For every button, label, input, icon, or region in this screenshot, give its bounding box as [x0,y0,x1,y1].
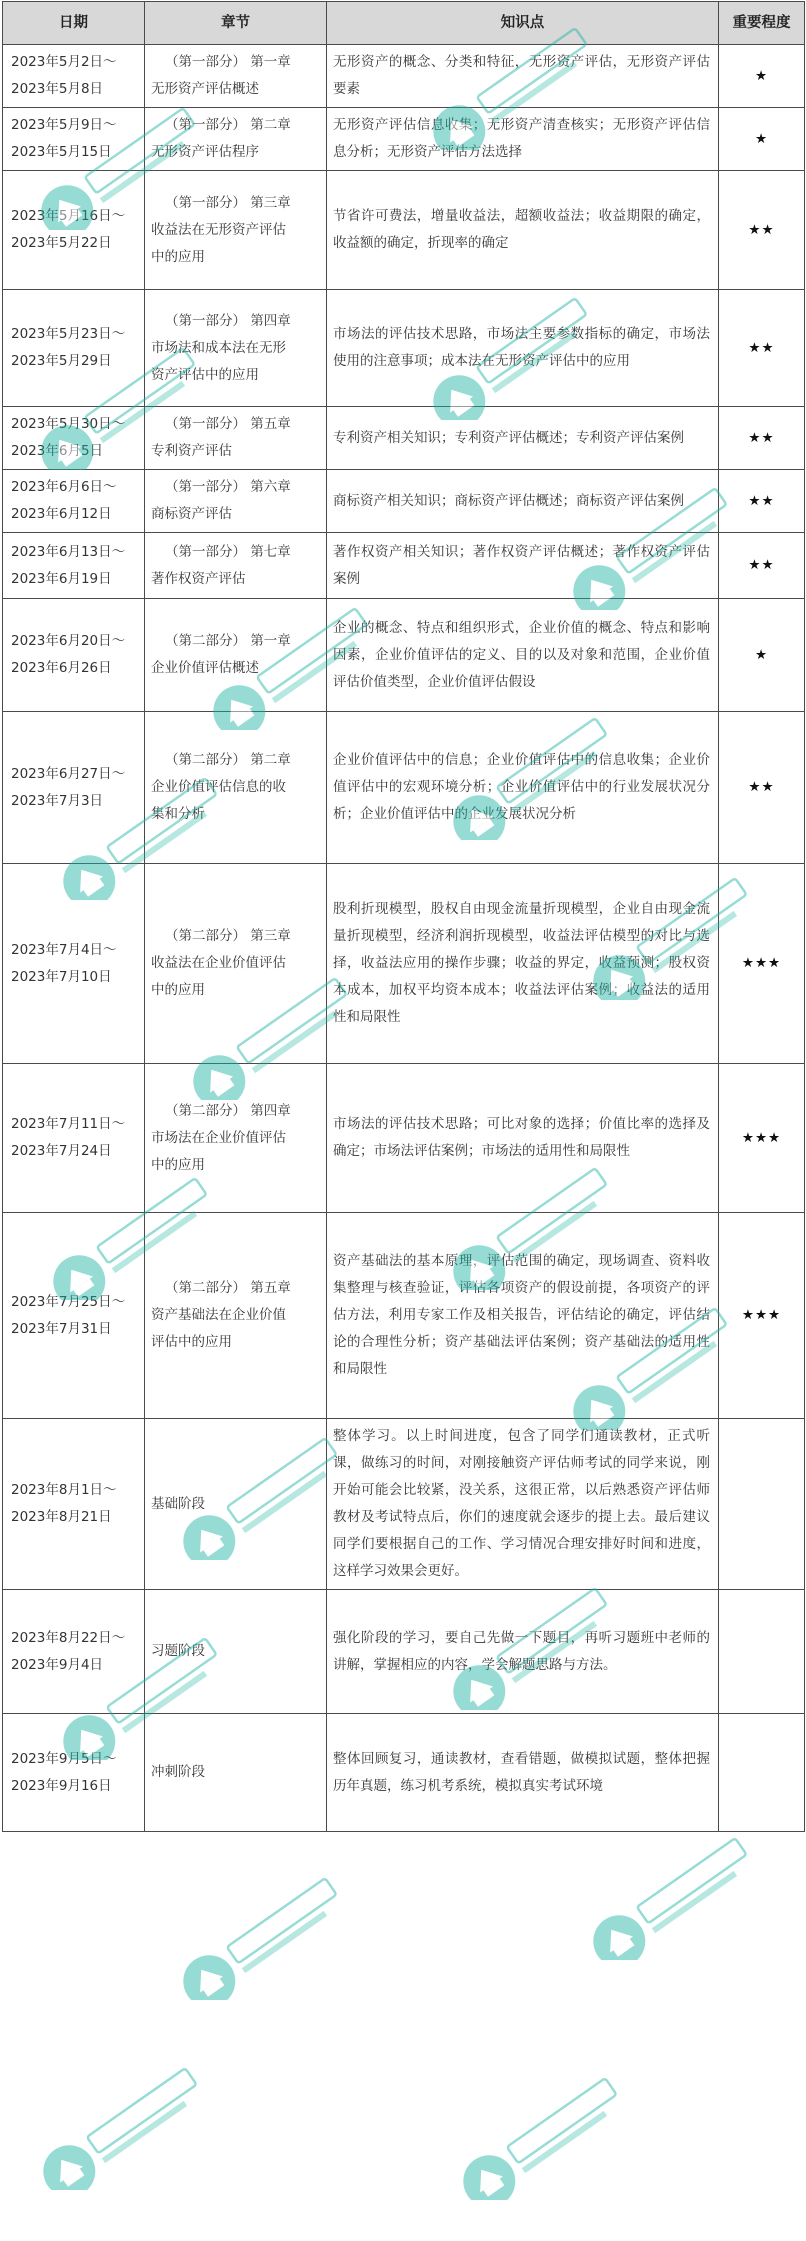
date-cell [3,1714,145,1832]
chapter-line: （第一部分） 第二章 [165,117,291,133]
date-cell [3,1064,145,1213]
chapter-cell [145,864,327,1064]
importance-cell: ★★★ [719,864,805,1064]
date-line: 2023年7月31日 [11,1320,112,1337]
chapter-line: （第二部分） 第一章 [165,633,291,649]
date-line: 2023年8月22日～ [11,1629,126,1646]
date-cell [3,1590,145,1714]
chapter-line: （第一部分） 第三章 [165,194,291,211]
table-header-row [3,2,805,45]
watermark-logo-icon [10,2050,240,2190]
chapter-line: （第一部分） 第五章 [165,416,291,432]
date-cell [3,864,145,1064]
chapter-line: （第一部分） 第四章 [165,312,291,329]
date-cell [3,1213,145,1419]
importance-cell: ★★ [719,470,805,533]
knowledge-cell: 无形资产的概念、分类和特征，无形资产评估，无形资产评估要素 [327,45,719,108]
chapter-line: 市场法和成本法在无形 [151,339,286,356]
watermark-logo-icon [150,1860,380,2000]
chapter-cell [145,599,327,712]
chapter-cell [145,1064,327,1213]
table-row [3,407,805,470]
knowledge-cell: 市场法的评估技术思路；可比对象的选择；价值比率的选择及确定；市场法评估案例；市场法的适用性和局限性 [327,1064,719,1213]
importance-cell [719,1714,805,1832]
header-importance: 重要程度 [719,2,805,45]
chapter-cell [145,712,327,864]
chapter-line: 收益法在企业价值评估 [151,955,286,971]
chapter-line: 企业价值评估概述 [151,660,259,676]
chapter-cell [145,108,327,171]
knowledge-cell: 资产基础法的基本原理，评估范围的确定，现场调查、资料收集整理与核查验证，评估各项资产的假设前提，各项资产的评估方法，利用专家工作及相关报告，评估结论的确定，评估结论的合理性分析；资产基础法评估案例；资产基础法的适用性和局限性 [327,1213,719,1419]
chapter-line: （第一部分） 第六章 [165,479,291,495]
date-cell [3,407,145,470]
date-line: 2023年5月23日～ [11,326,126,342]
date-line: 2023年6月5日 [11,443,104,459]
importance-cell: ★★ [719,533,805,599]
date-cell [3,470,145,533]
chapter-cell [145,1419,327,1590]
importance-cell: ★★ [719,171,805,290]
date-line: 2023年5月2日～ [11,54,117,70]
table-row [3,45,805,108]
date-line: 2023年5月8日 [11,81,104,97]
table-row [3,1213,805,1419]
chapter-line: 习题阶段 [151,1643,205,1659]
chapter-line: 评估中的应用 [151,1334,232,1350]
date-line: 2023年7月11日～ [11,1116,126,1132]
importance-cell: ★★ [719,290,805,407]
importance-cell: ★ [719,108,805,171]
importance-cell [719,1419,805,1590]
chapter-line: 基础阶段 [151,1495,205,1512]
chapter-line: （第一部分） 第一章 [165,54,291,70]
chapter-cell [145,407,327,470]
date-line: 2023年6月12日 [11,506,112,522]
study-schedule-table [2,1,805,1832]
chapter-line: 著作权资产评估 [151,570,246,587]
date-line: 2023年6月20日～ [11,633,126,649]
chapter-line: 中的应用 [151,1156,205,1173]
date-line: 2023年6月13日～ [11,543,126,560]
knowledge-cell: 股利折现模型，股权自由现金流量折现模型，企业自由现金流量折现模型，经济利润折现模型，收益法评估模型的对比与选择，收益法应用的操作步骤；收益的界定，收益预测；股权资本成本，加权平均资本成本；收益法评估案例；收益法的适用性和局限性 [327,864,719,1064]
table-row [3,470,805,533]
chapter-line: （第二部分） 第二章 [165,752,291,768]
date-line: 2023年9月16日 [11,1777,112,1794]
knowledge-cell: 企业的概念、特点和组织形式，企业价值的概念、特点和影响因素，企业价值评估的定义、目的以及对象和范围，企业价值评估价值类型，企业价值评估假设 [327,599,719,712]
chapter-line: 无形资产评估程序 [151,144,259,160]
importance-cell [719,1590,805,1714]
chapter-line: （第二部分） 第三章 [165,928,291,944]
chapter-cell [145,1714,327,1832]
chapter-line: 资产评估中的应用 [151,366,259,383]
table-row [3,1714,805,1832]
date-cell [3,171,145,290]
knowledge-cell: 专利资产相关知识；专利资产评估概述；专利资产评估案例 [327,407,719,470]
chapter-line: （第一部分） 第七章 [165,543,291,560]
chapter-line: 中的应用 [151,982,205,998]
table-row [3,1590,805,1714]
date-line: 2023年5月29日 [11,353,112,369]
table-row [3,171,805,290]
chapter-line: 无形资产评估概述 [151,81,259,97]
chapter-cell [145,45,327,108]
table-row [3,533,805,599]
knowledge-cell: 企业价值评估中的信息；企业价值评估中的信息收集；企业价值评估中的宏观环境分析；企业价值评估中的行业发展状况分析；企业价值评估中的企业发展状况分析 [327,712,719,864]
chapter-cell [145,1590,327,1714]
date-line: 2023年9月4日 [11,1656,104,1673]
knowledge-cell: 无形资产评估信息收集；无形资产清查核实；无形资产评估信息分析；无形资产评估方法选择 [327,108,719,171]
date-cell [3,533,145,599]
table-row [3,599,805,712]
table-row [3,108,805,171]
chapter-cell [145,470,327,533]
chapter-line: 资产基础法在企业价值 [151,1307,286,1323]
chapter-line: 专利资产评估 [151,443,232,459]
importance-cell: ★★★ [719,1064,805,1213]
importance-cell: ★ [719,599,805,712]
date-cell [3,712,145,864]
knowledge-cell: 市场法的评估技术思路，市场法主要参数指标的确定，市场法使用的注意事项；成本法在无形资产评估中的应用 [327,290,719,407]
date-line: 2023年8月1日～ [11,1482,117,1498]
date-line: 2023年7月25日～ [11,1293,126,1310]
date-cell [3,290,145,407]
chapter-line: 商标资产评估 [151,506,232,522]
date-line: 2023年6月19日 [11,570,112,587]
chapter-line: 企业价值评估信息的收 [151,779,286,795]
header-date: 日期 [3,2,145,45]
chapter-cell [145,1213,327,1419]
chapter-line: 冲刺阶段 [151,1764,205,1780]
header-knowledge: 知识点 [327,2,719,45]
date-line: 2023年7月24日 [11,1143,112,1159]
date-line: 2023年8月21日 [11,1509,112,1525]
importance-cell: ★★ [719,712,805,864]
chapter-line: 收益法在无形资产评估 [151,221,286,238]
knowledge-cell: 强化阶段的学习，要自己先做一下题目，再听习题班中老师的讲解，掌握相应的内容，学会解题思路与方法。 [327,1590,719,1714]
date-line: 2023年7月3日 [11,792,104,809]
table-row [3,864,805,1064]
date-cell [3,1419,145,1590]
date-line: 2023年5月30日～ [11,416,126,432]
importance-cell: ★★★ [719,1213,805,1419]
date-line: 2023年7月10日 [11,968,112,985]
chapter-line: 集和分析 [151,806,205,822]
knowledge-cell: 整体学习。以上时间进度，包含了同学们通读教材，正式听课，做练习的时间，对刚接触资产评估师考试的同学来说，刚开始可能会比较紧，没关系，这很正常，以后熟悉资产评估师教材及考试特点后，你们的速度就会逐步的提上去。最后建议同学们要根据自己的工作、学习情况合理安排好时间和进度，这样学习效果会更好。 [327,1419,719,1590]
chapter-cell [145,171,327,290]
table-row [3,290,805,407]
chapter-line: （第二部分） 第四章 [165,1102,291,1119]
table-row [3,712,805,864]
chapter-cell [145,290,327,407]
importance-cell: ★ [719,45,805,108]
chapter-cell [145,533,327,599]
watermark-logo-icon [430,2060,660,2200]
header-chapter: 章节 [145,2,327,45]
knowledge-cell: 节省许可费法，增量收益法，超额收益法；收益期限的确定，收益额的确定，折现率的确定 [327,171,719,290]
date-cell [3,108,145,171]
date-line: 2023年5月9日～ [11,117,117,133]
date-line: 2023年7月4日～ [11,941,117,958]
date-line: 2023年9月5日～ [11,1750,117,1767]
date-cell [3,599,145,712]
table-row [3,1064,805,1213]
date-line: 2023年6月26日 [11,660,112,676]
importance-cell: ★★ [719,407,805,470]
knowledge-cell: 著作权资产相关知识；著作权资产评估概述；著作权资产评估案例 [327,533,719,599]
chapter-line: 中的应用 [151,248,205,265]
chapter-line: （第二部分） 第五章 [165,1280,291,1296]
knowledge-cell: 商标资产相关知识；商标资产评估概述；商标资产评估案例 [327,470,719,533]
date-line: 2023年5月16日～ [11,208,126,224]
date-cell [3,45,145,108]
date-line: 2023年6月6日～ [11,479,117,495]
table-row [3,1419,805,1590]
watermark-logo-icon [560,1820,790,1960]
knowledge-cell: 整体回顾复习，通读教材，查看错题，做模拟试题，整体把握历年真题，练习机考系统，模拟真实考试环境 [327,1714,719,1832]
chapter-line: 市场法在企业价值评估 [151,1129,286,1146]
date-line: 2023年5月15日 [11,144,112,160]
date-line: 2023年5月22日 [11,235,112,251]
date-line: 2023年6月27日～ [11,765,126,782]
